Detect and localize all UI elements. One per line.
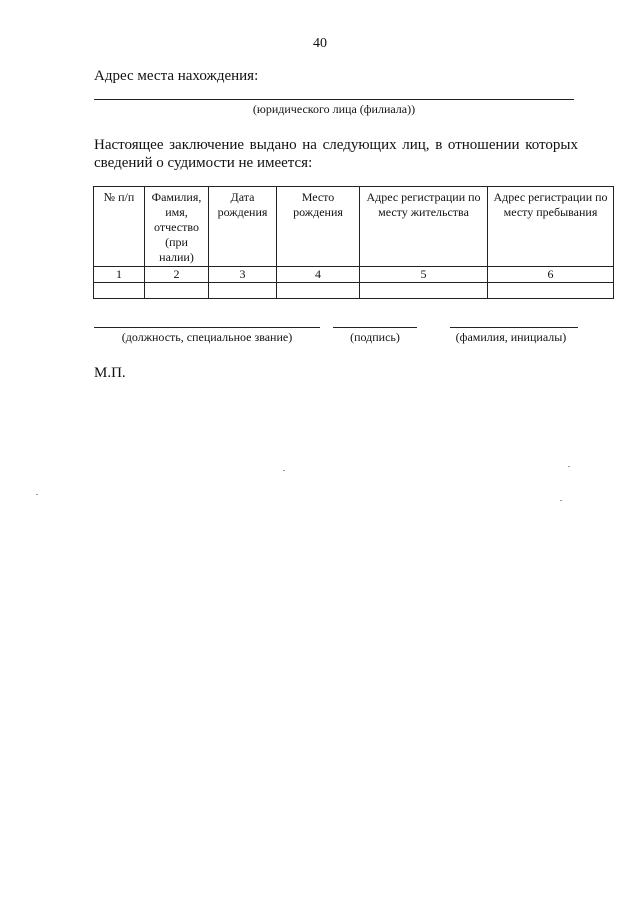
- address-caption: (юридического лица (филиала)): [252, 102, 416, 116]
- name-caption: (фамилия, инициалы): [455, 330, 567, 344]
- page-number: 40: [313, 36, 327, 51]
- table-cell: [94, 283, 145, 299]
- signature-caption: (подпись): [350, 330, 400, 344]
- header-residence-address: Адрес регистрации по месту жительства: [360, 187, 488, 267]
- column-number-cell: 6: [488, 267, 614, 283]
- persons-table: [93, 186, 614, 299]
- header-full-name: Фамилия, имя, отчество (при налии): [145, 187, 209, 267]
- table-cell: [488, 283, 614, 299]
- scan-speck: [560, 500, 562, 501]
- signature-line: [333, 327, 417, 328]
- table-cell: [360, 283, 488, 299]
- position-caption: (должность, специальное звание): [121, 330, 293, 344]
- table-row: [94, 283, 614, 299]
- column-number-cell: 4: [277, 267, 360, 283]
- address-label: Адрес места нахождения:: [94, 68, 259, 84]
- stamp-place-label: М.П.: [94, 365, 126, 381]
- table-cell: [277, 283, 360, 299]
- scan-speck: [36, 494, 38, 495]
- table-cell: [209, 283, 277, 299]
- column-number-cell: 3: [209, 267, 277, 283]
- scan-speck: [568, 466, 570, 467]
- header-stay-address: Адрес регистрации по месту пребывания: [488, 187, 614, 267]
- column-number-cell: 5: [360, 267, 488, 283]
- header-birth-place: Место рождения: [277, 187, 360, 267]
- position-signature-line: [94, 327, 320, 328]
- table-cell: [145, 283, 209, 299]
- name-signature-line: [450, 327, 578, 328]
- column-number-cell: 2: [145, 267, 209, 283]
- header-number: № п/п: [94, 187, 145, 267]
- table-header-row: [94, 187, 614, 267]
- table-row: [94, 267, 614, 283]
- column-number-cell: 1: [94, 267, 145, 283]
- intro-paragraph: Настоящее заключение выдано на следующих лиц, в отношении которых сведений о судимости не имеется:: [94, 137, 578, 171]
- header-birth-date: Дата рождения: [209, 187, 277, 267]
- scan-speck: [283, 470, 285, 471]
- address-underline: [94, 99, 574, 100]
